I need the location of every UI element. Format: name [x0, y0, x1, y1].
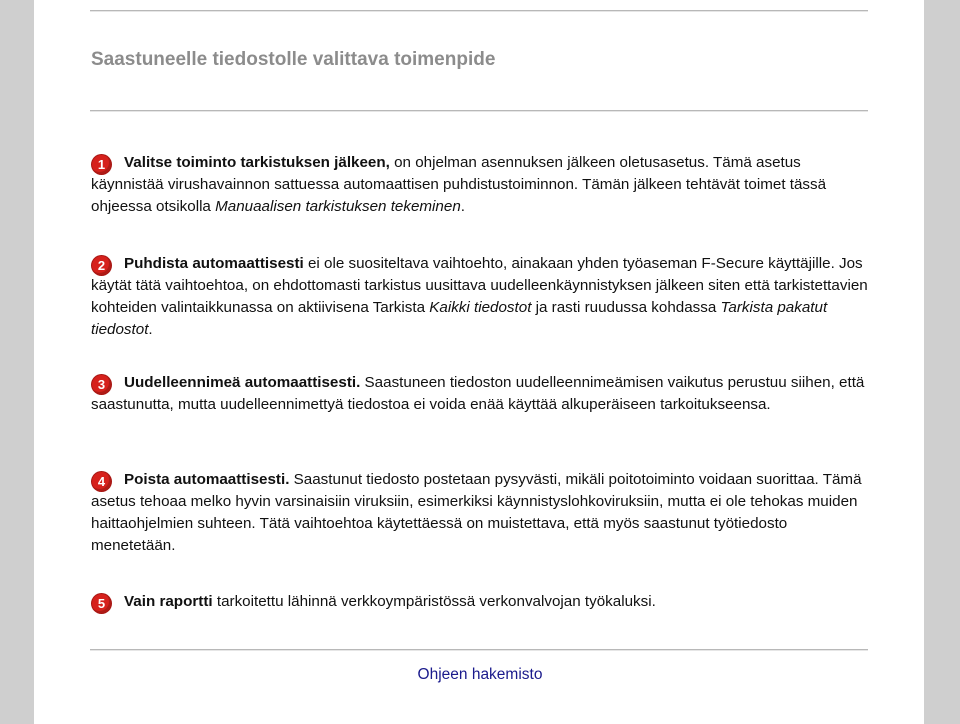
- top-divider: [90, 10, 868, 12]
- page-title: Saastuneelle tiedostolle valittava toimenpide: [91, 49, 496, 70]
- help-index-link[interactable]: Ohjeen hakemisto: [417, 666, 543, 683]
- option-2-text: ei ole suositeltava vaihtoehto, ainakaan yhden työaseman F-Secure käyttäjille. Jos käytät tätä vaihtoehtoa, on ehdottomasti tarkistus uusittava uudelleenkäynnistyksen jälkeen siten että tarkistettavien kohteiden valintaikkunassa on aktiivisena Tarkista: [91, 255, 868, 316]
- number-1-icon: 1: [92, 155, 111, 174]
- option-3-text: Saastuneen tiedoston uudelleennimeämisen vaikutus perustuu siihen, että saastunutta, mutta uudelleennimettyä tiedostoa ei voida enää käyttää alkuperäiseen tarkoitukseensa.: [91, 374, 865, 413]
- number-2-icon: 2: [92, 256, 111, 275]
- option-3-heading: Uudelleennimeä automaattisesti.: [124, 374, 361, 391]
- option-item-4: [91, 469, 869, 557]
- number-4-icon: 4: [92, 472, 111, 491]
- option-1-text: on ohjelman asennuksen jälkeen oletusasetus. Tämä asetus käynnistää virushavainnon sattuessa automaattisen puhdistustoiminnon. Tämän jälkeen tehtävät toimet tässä ohjeessa otsikolla: [91, 154, 827, 215]
- option-4-heading: Poista automaattisesti.: [124, 471, 290, 488]
- option-2-italic-2: Tarkista pakatut tiedostot: [91, 299, 828, 338]
- option-2-italic: Kaikki tiedostot: [429, 299, 532, 316]
- option-5-heading: Vain raportti: [124, 593, 213, 610]
- option-2-heading: Puhdista automaattisesti: [124, 255, 304, 272]
- option-1-heading: Valitse toiminto tarkistuksen jälkeen,: [124, 154, 390, 171]
- bottom-divider: [90, 649, 868, 651]
- option-2-text-mid: ja rasti ruudussa kohdassa: [531, 299, 721, 316]
- title-divider: [90, 110, 868, 112]
- option-item-3: [91, 372, 869, 416]
- number-5-icon: 5: [92, 594, 111, 613]
- option-item-1: [91, 152, 869, 218]
- option-5-text: tarkoitettu lähinnä verkkoympäristössä verkonvalvojan työkaluksi.: [212, 593, 656, 610]
- option-1-text-end: .: [460, 198, 466, 215]
- option-2-text-end: .: [148, 321, 153, 338]
- number-3-icon: 3: [92, 375, 111, 394]
- option-item-2: [91, 253, 869, 341]
- right-margin-bar: [924, 0, 960, 724]
- option-4-text: Saastunut tiedosto postetaan pysyvästi, mikäli poitotoiminto voidaan suorittaa. Tämä asetus tehoaa melko hyvin varsinaisiin viruksiin, esimerkiksi käynnistyslohkoviruksiin, mutta ei ole tehokas muiden haittaohjelmien suhteen. Tätä vaihtoehtoa käytettäessä on muistettava, että myös saastunut työtiedosto menetetään.: [91, 471, 862, 554]
- option-item-5: [91, 591, 869, 613]
- left-margin-bar: [0, 0, 34, 724]
- option-1-italic: Manuaalisen tarkistuksen tekeminen: [215, 198, 461, 215]
